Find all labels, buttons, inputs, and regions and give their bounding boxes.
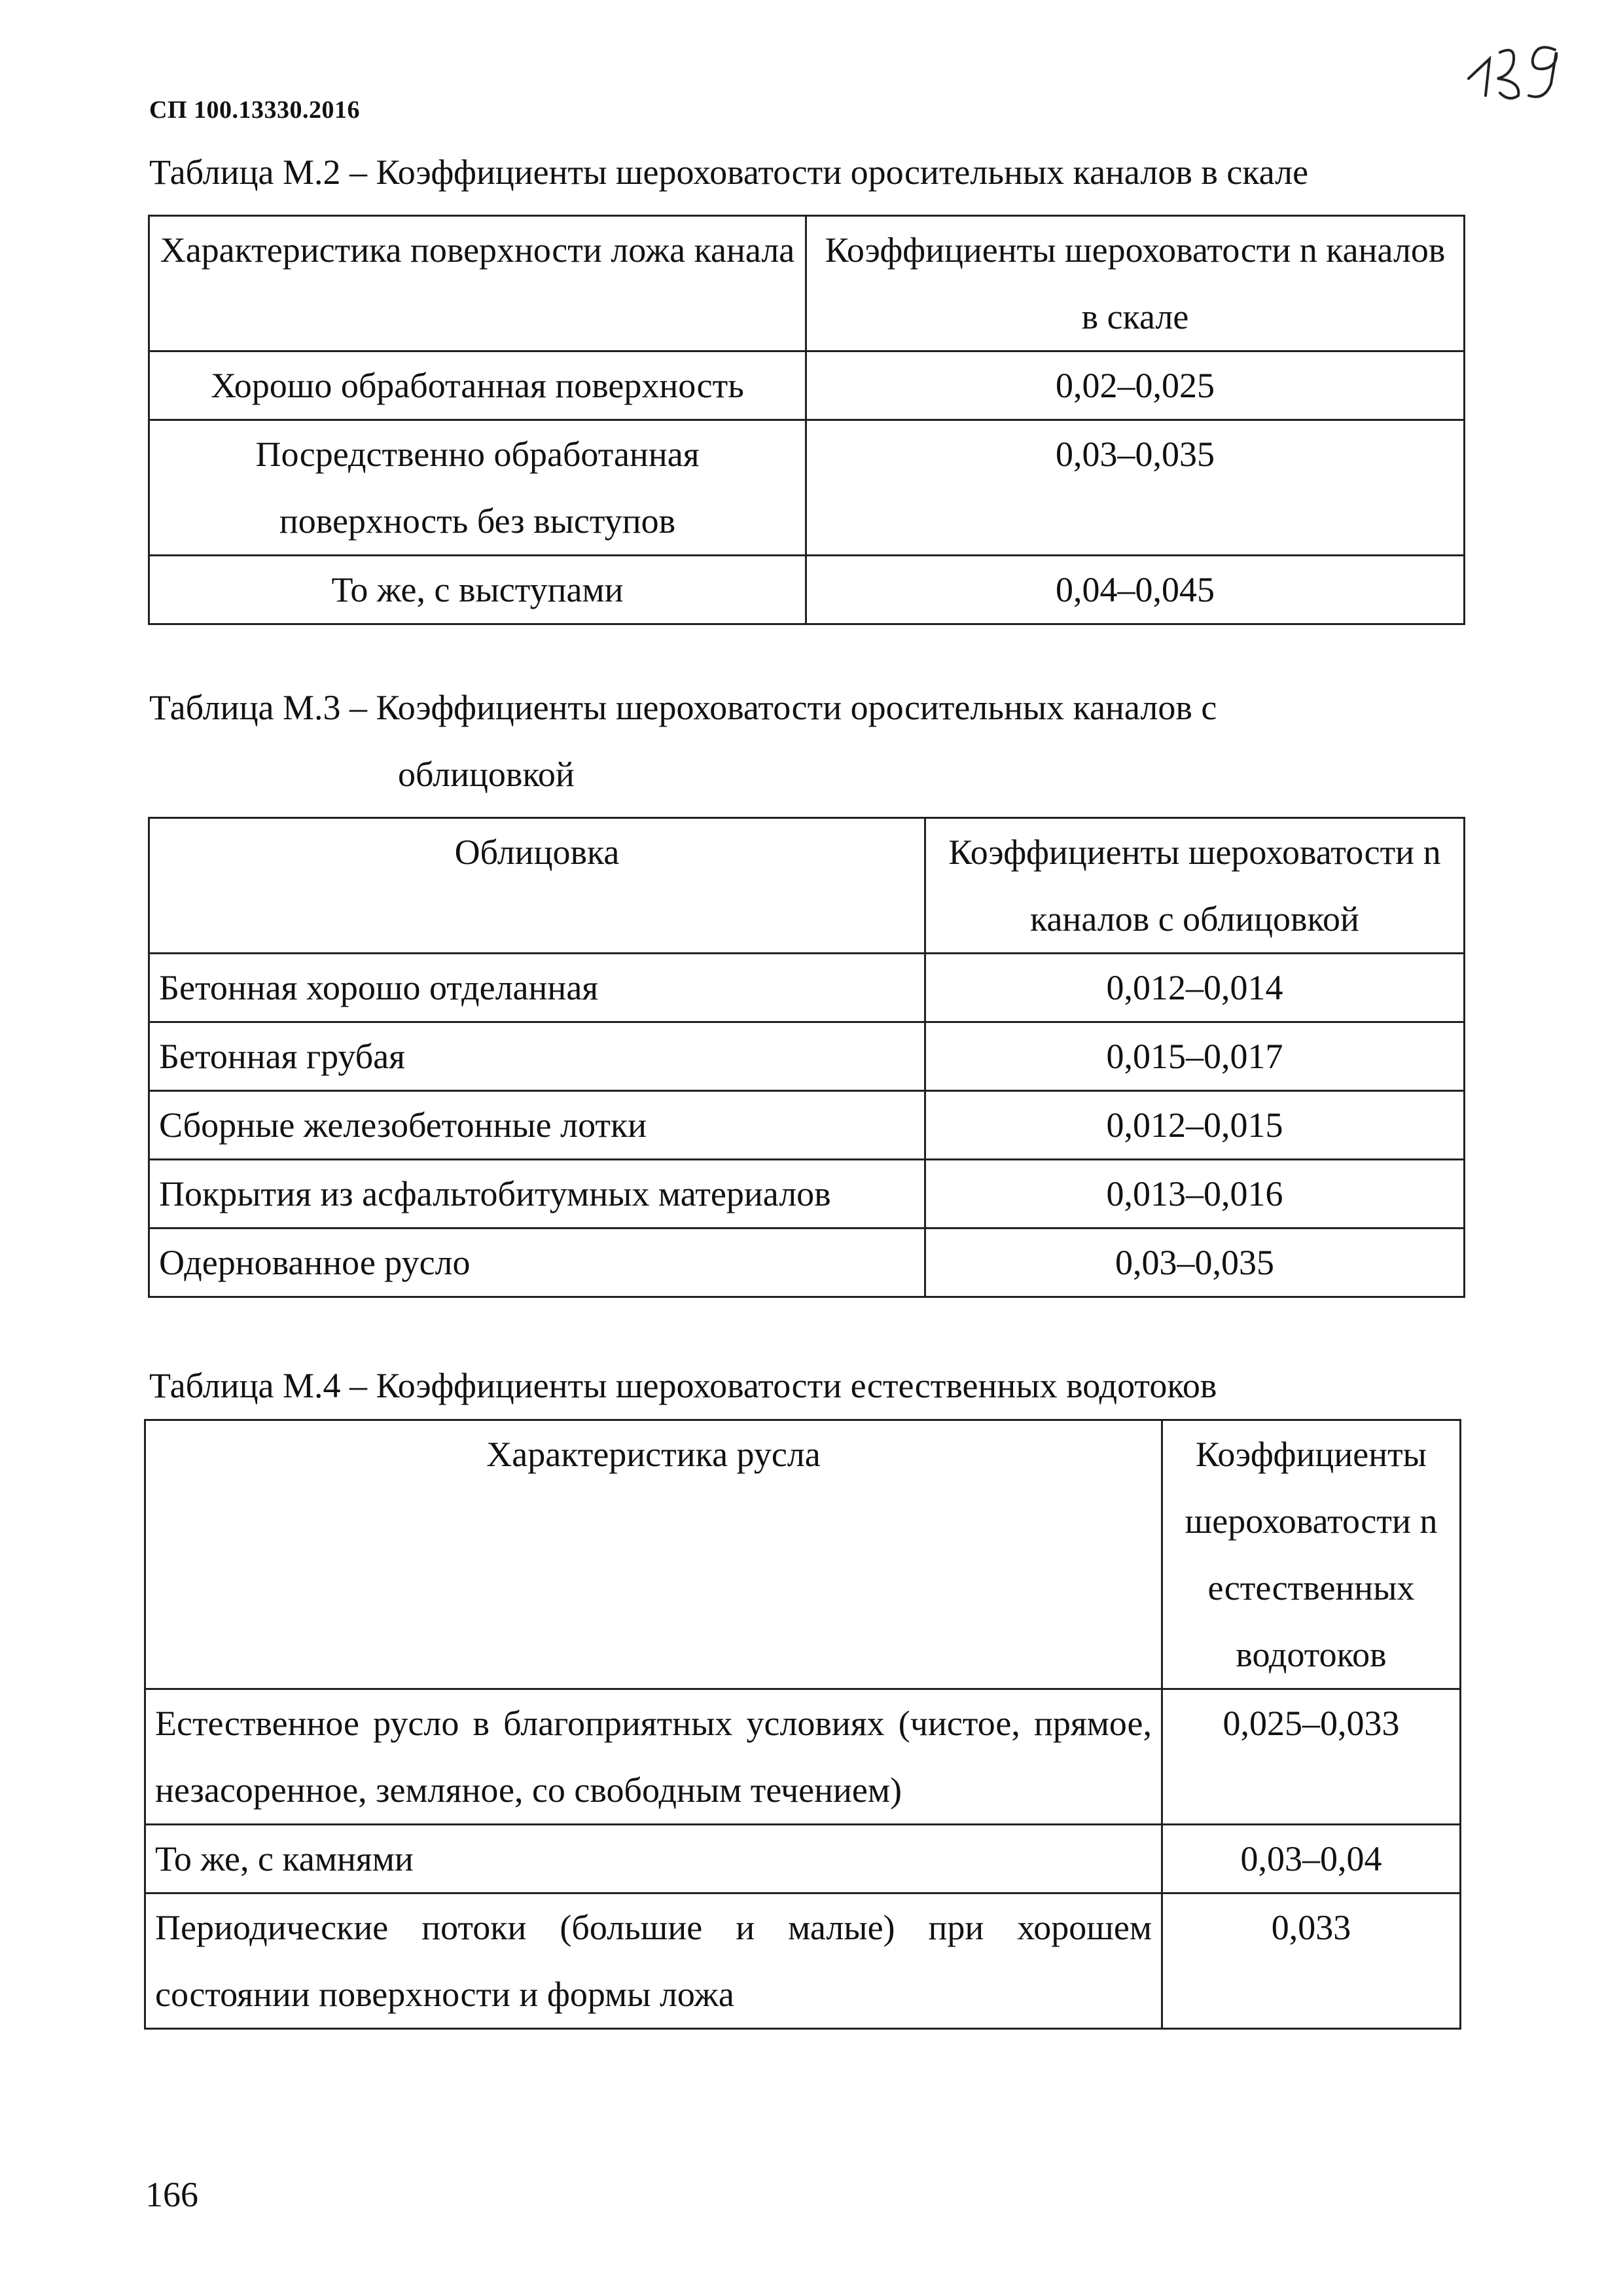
table-row <box>149 1022 1465 1091</box>
table-cell: Сборные железобетонные лотки <box>149 1091 925 1160</box>
table-row <box>145 1893 1461 2029</box>
table-m3-caption <box>149 674 1217 808</box>
table-row <box>149 1091 1465 1160</box>
caption-line: Таблица М.3 – Коэффициенты шероховатости оросительных каналов с <box>149 688 1217 727</box>
table-cell: Хорошо обработанная поверхность <box>149 351 806 420</box>
table-cell: Бетонная грубая <box>149 1022 925 1091</box>
table-cell: 0,03–0,035 <box>806 420 1465 556</box>
table-cell: Одернованное русло <box>149 1229 925 1297</box>
header-cell: Коэффициенты шероховатости n каналов в скале <box>806 216 1465 351</box>
table-m2-caption: Таблица М.2 – Коэффициенты шероховатости оросительных каналов в скале <box>149 152 1309 192</box>
table-row <box>145 1689 1461 1825</box>
header-cell: Коэффициенты шероховатости n естественных водотоков <box>1162 1420 1461 1689</box>
table-cell: Периодические потоки (большие и малые) при хорошем состоянии поверхности и формы ложа <box>145 1893 1162 2029</box>
table-cell: То же, с выступами <box>149 556 806 624</box>
table-cell: 0,012–0,014 <box>925 954 1465 1022</box>
table-header-row <box>145 1420 1461 1689</box>
table-cell: 0,04–0,045 <box>806 556 1465 624</box>
table-header-row <box>149 818 1465 954</box>
table-row <box>145 1825 1461 1893</box>
table-cell: Покрытия из асфальтобитумных материалов <box>149 1160 925 1229</box>
table-cell: Посредственно обработанная поверхность без выступов <box>149 420 806 556</box>
table-cell: Естественное русло в благоприятных условиях (чистое, прямое, незасоренное, земляное, со свободным течением) <box>145 1689 1162 1825</box>
handwritten-page-mark <box>1463 33 1571 108</box>
table-cell: 0,02–0,025 <box>806 351 1465 420</box>
table-cell: То же, с камнями <box>145 1825 1162 1893</box>
table-row <box>149 420 1465 556</box>
table-m4-caption: Таблица М.4 – Коэффициенты шероховатости естественных водотоков <box>149 1366 1217 1405</box>
table-row <box>149 351 1465 420</box>
header-cell: Коэффициенты шероховатости n каналов с облицовкой <box>925 818 1465 954</box>
header-cell: Облицовка <box>149 818 925 954</box>
table-cell: 0,012–0,015 <box>925 1091 1465 1160</box>
table-m2 <box>148 215 1465 625</box>
page-number: 166 <box>145 2175 198 2214</box>
header-cell: Характеристика поверхности ложа канала <box>149 216 806 351</box>
table-row <box>149 954 1465 1022</box>
table-row <box>149 1160 1465 1229</box>
table-cell: 0,03–0,035 <box>925 1229 1465 1297</box>
table-cell: 0,015–0,017 <box>925 1022 1465 1091</box>
table-m3 <box>148 817 1465 1298</box>
table-m4 <box>144 1419 1461 2030</box>
table-cell: 0,013–0,016 <box>925 1160 1465 1229</box>
header-cell: Характеристика русла <box>145 1420 1162 1689</box>
caption-line: облицовкой <box>398 755 575 794</box>
table-cell: 0,033 <box>1162 1893 1461 2029</box>
document-code: СП 100.13330.2016 <box>149 96 360 124</box>
table-header-row <box>149 216 1465 351</box>
table-row <box>149 556 1465 624</box>
table-cell: Бетонная хорошо отделанная <box>149 954 925 1022</box>
table-row <box>149 1229 1465 1297</box>
table-cell: 0,025–0,033 <box>1162 1689 1461 1825</box>
table-cell: 0,03–0,04 <box>1162 1825 1461 1893</box>
